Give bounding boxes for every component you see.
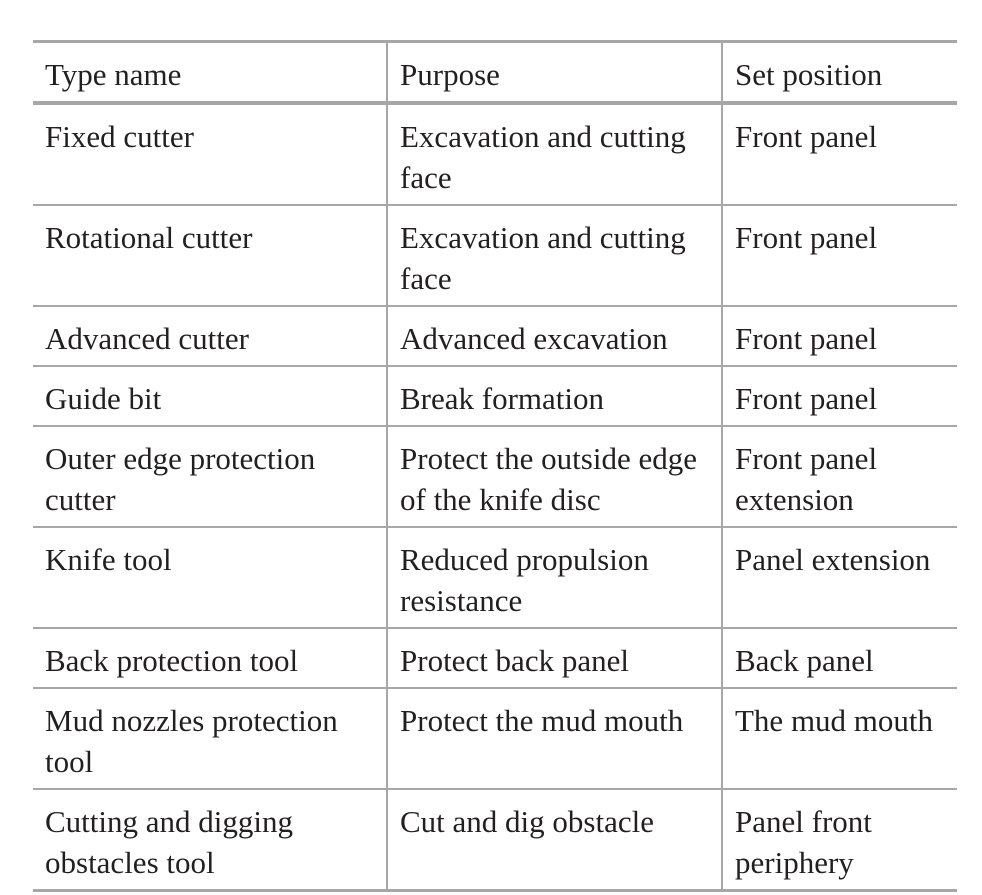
cell-purpose: Cut and dig obstacle [387, 789, 722, 891]
cell-type-name: Mud nozzles protection tool [33, 688, 387, 789]
cell-type-name: Rotational cutter [33, 205, 387, 306]
cell-type-name: Back protection tool [33, 628, 387, 688]
cell-set-position: Panel front periphery [722, 789, 957, 891]
table-row [33, 789, 957, 891]
header-set-position: Set position [722, 42, 957, 104]
cell-set-position: The mud mouth [722, 688, 957, 789]
cell-set-position: Front panel [722, 103, 957, 205]
cell-set-position: Front panel [722, 366, 957, 426]
cell-purpose: Excavation and cutting face [387, 103, 722, 205]
cell-set-position: Panel extension [722, 527, 957, 628]
cutter-types-table [33, 40, 957, 892]
cell-type-name: Outer edge protection cutter [33, 426, 387, 527]
cell-set-position: Front panel [722, 205, 957, 306]
header-purpose: Purpose [387, 42, 722, 104]
table-header-row [33, 42, 957, 104]
cell-purpose: Break formation [387, 366, 722, 426]
table-row [33, 306, 957, 366]
table-row [33, 426, 957, 527]
cell-purpose: Reduced propulsion resistance [387, 527, 722, 628]
table-row [33, 688, 957, 789]
cell-type-name: Fixed cutter [33, 103, 387, 205]
table-row [33, 103, 957, 205]
cell-set-position: Front panel [722, 306, 957, 366]
cell-type-name: Cutting and digging obstacles tool [33, 789, 387, 891]
cell-set-position: Back panel [722, 628, 957, 688]
cell-type-name: Advanced cutter [33, 306, 387, 366]
cell-type-name: Knife tool [33, 527, 387, 628]
cell-type-name: Guide bit [33, 366, 387, 426]
table-row [33, 366, 957, 426]
cell-purpose: Excavation and cutting face [387, 205, 722, 306]
table-row [33, 527, 957, 628]
cell-purpose: Advanced excavation [387, 306, 722, 366]
cell-purpose: Protect the outside edge of the knife disc [387, 426, 722, 527]
cell-purpose: Protect the mud mouth [387, 688, 722, 789]
cell-set-position: Front panel extension [722, 426, 957, 527]
table-row [33, 205, 957, 306]
table-row [33, 628, 957, 688]
header-type-name: Type name [33, 42, 387, 104]
cell-purpose: Protect back panel [387, 628, 722, 688]
